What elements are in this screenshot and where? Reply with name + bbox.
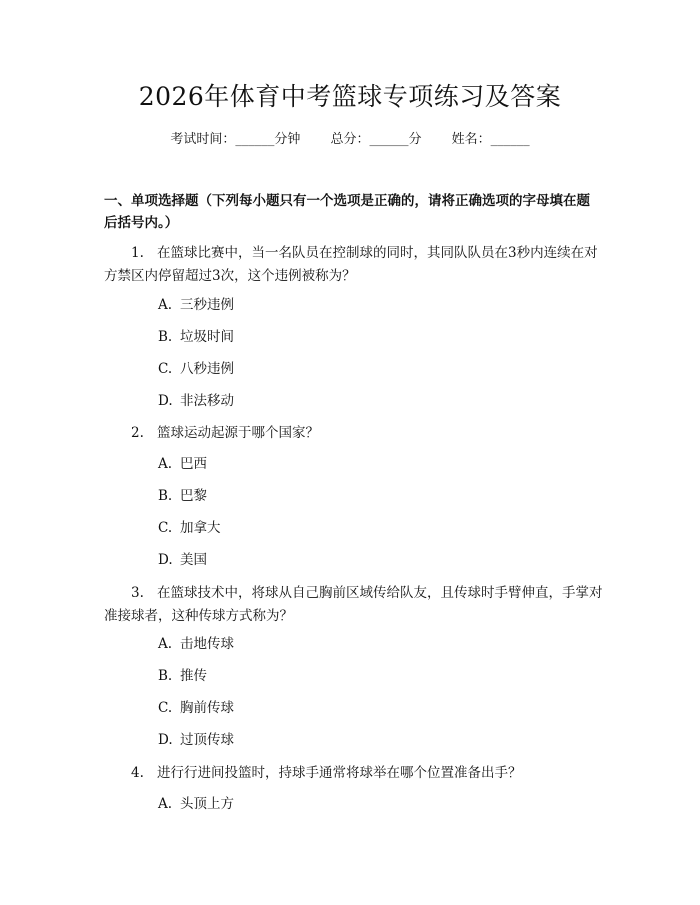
question-text: 篮球运动起源于哪个国家？ xyxy=(157,425,319,441)
option-letter: C. xyxy=(158,700,173,716)
option-letter: D. xyxy=(158,732,173,748)
option-1a xyxy=(158,296,234,314)
option-text: 垃圾时间 xyxy=(180,329,234,345)
option-text: 过顶传球 xyxy=(180,732,234,748)
option-letter: D. xyxy=(158,552,173,568)
option-letter: B. xyxy=(158,668,173,684)
option-letter: C. xyxy=(158,520,173,536)
question-text: 在篮球比赛中，当一名队员在控制球的同时，其同队队员在3秒内连续在对方禁区内停留超过3次，这个违例被称为？ xyxy=(104,245,598,284)
option-letter: D. xyxy=(158,393,173,409)
option-letter: B. xyxy=(158,488,173,504)
question-number: 3. xyxy=(131,585,144,601)
question-number: 2. xyxy=(131,425,144,441)
option-letter: A. xyxy=(158,456,173,472)
option-1b xyxy=(158,328,234,346)
question-1 xyxy=(104,242,604,288)
option-letter: C. xyxy=(158,361,173,377)
option-2d xyxy=(158,551,207,569)
exam-score: 总分：______分 xyxy=(330,132,422,147)
exam-name: 姓名：______ xyxy=(451,132,530,147)
question-text: 进行行进间投篮时，持球手通常将球举在哪个位置准备出手？ xyxy=(157,765,522,781)
option-letter: A. xyxy=(158,796,173,812)
question-4 xyxy=(104,762,604,785)
option-text: 巴黎 xyxy=(180,488,207,504)
option-4a xyxy=(158,795,234,813)
question-text: 在篮球技术中，将球从自己胸前区域传给队友，且传球时手臂伸直，手掌对准接球者，这种传球方式称为？ xyxy=(104,585,603,624)
option-letter: A. xyxy=(158,636,173,652)
option-3a xyxy=(158,635,234,653)
option-text: 巴西 xyxy=(180,456,207,472)
question-3 xyxy=(104,582,604,628)
option-text: 头顶上方 xyxy=(180,796,234,812)
option-1c xyxy=(158,360,234,378)
option-2b xyxy=(158,487,207,505)
option-letter: B. xyxy=(158,329,173,345)
option-2c xyxy=(158,519,221,537)
document-title: 2026年体育中考篮球专项练习及答案 xyxy=(138,82,562,111)
question-2 xyxy=(104,422,604,445)
question-number: 1. xyxy=(131,245,144,261)
option-text: 三秒违例 xyxy=(180,297,234,313)
exam-time: 考试时间：______分钟 xyxy=(170,132,301,147)
option-3c xyxy=(158,699,234,717)
option-3d xyxy=(158,731,234,749)
option-text: 八秒违例 xyxy=(180,361,234,377)
option-text: 美国 xyxy=(180,552,207,568)
option-1d xyxy=(158,392,234,410)
exam-meta xyxy=(0,131,700,149)
question-number: 4. xyxy=(131,765,144,781)
option-text: 非法移动 xyxy=(180,393,234,409)
option-text: 击地传球 xyxy=(180,636,234,652)
option-letter: A. xyxy=(158,297,173,313)
option-3b xyxy=(158,667,207,685)
option-text: 推传 xyxy=(180,668,207,684)
option-text: 加拿大 xyxy=(180,520,221,536)
option-2a xyxy=(158,455,207,473)
section-heading: 一、单项选择题（下列每小题只有一个选项是正确的，请将正确选项的字母填在题后括号内。） xyxy=(104,193,590,231)
option-text: 胸前传球 xyxy=(180,700,234,716)
